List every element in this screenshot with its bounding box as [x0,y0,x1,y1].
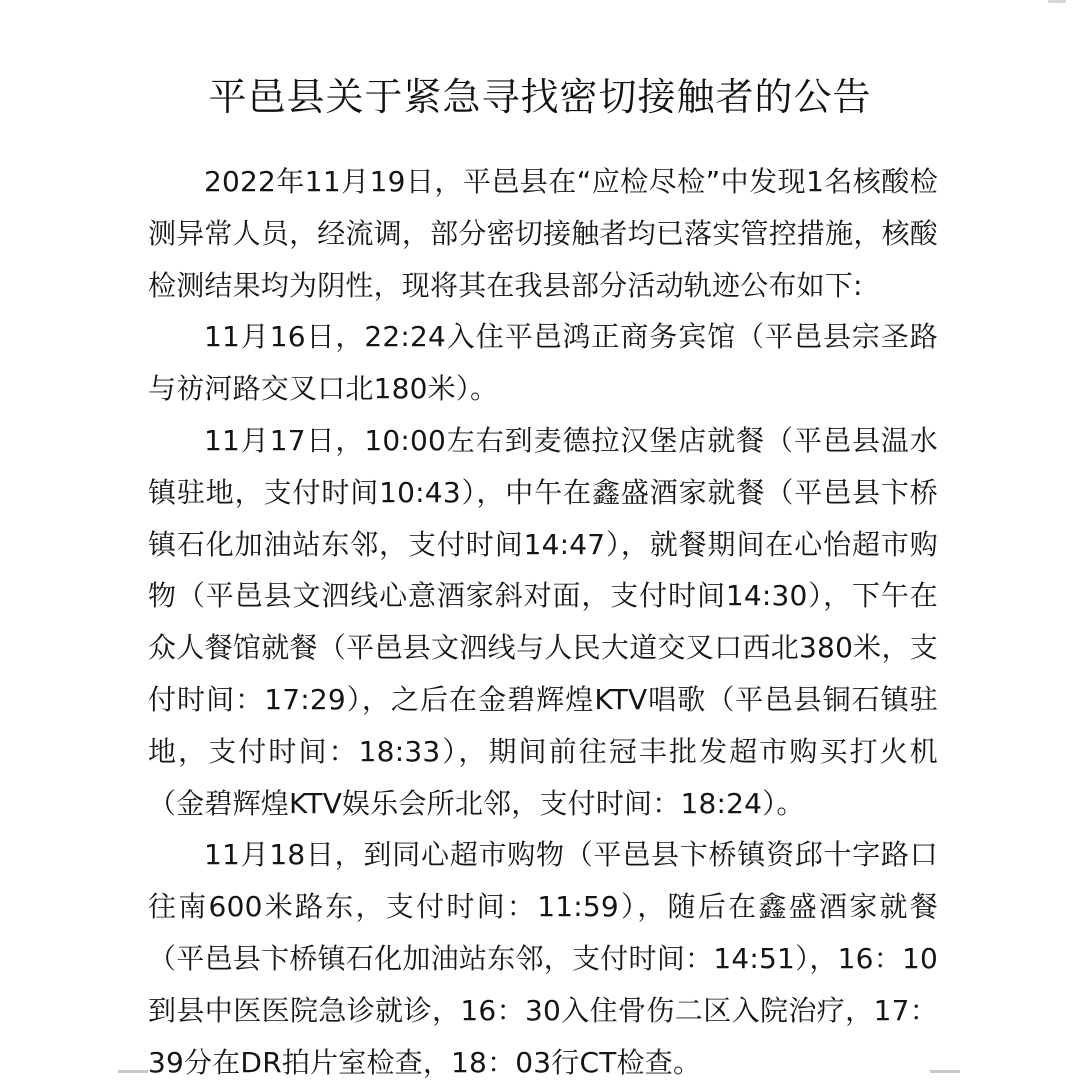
paragraph-nov17: 11月17日，10:00左右到麦德拉汉堡店就餐（平邑县温水镇驻地，支付时间10:43），中午在鑫盛酒家就餐（平邑县卞桥镇石化加油站东邻，支付时间14:47），就餐期间在心怡超市购物（平邑县文泗线心意酒家斜对面，支付时间14:30），下午在众人餐馆就餐（平邑县文泗线与人民大道交叉口西北380米，支付时间：17:29），之后在金碧辉煌KTV唱歌（平邑县铜石镇驻地，支付时间：18:33），期间前往冠丰批发超市购买打火机（金碧辉煌KTV娱乐会所北邻，支付时间：18:24）。 [148,423,938,820]
paragraph-nov18: 11月18日，到同心超市购物（平邑县卞桥镇资邱十字路口往南600米路东，支付时间：11:59），随后在鑫盛酒家就餐（平邑县卞桥镇石化加油站东邻，支付时间：14:51），16：10到县中医医院急诊就诊，16：30入住骨伤二区入院治疗，17：39分在DR拍片室检查，18：03行CT检查。 [148,838,938,1079]
paragraph-nov16: 11月16日，22:24入住平邑鸿正商务宾馆（平邑县宗圣路与祊河路交叉口北180米）。 [148,320,938,406]
document-title: 平邑县关于紧急寻找密切接触者的公告 [208,75,872,120]
paragraph-intro: 2022年11月19日，平邑县在“应检尽检”中发现1名核酸检测异常人员，经流调，部分密切接触者均已落实管控措施，核酸检测结果均为阴性，现将其在我县部分活动轨迹公布如下: [148,165,938,302]
corner-mark [1048,0,1066,3]
document-body [148,156,938,1088]
